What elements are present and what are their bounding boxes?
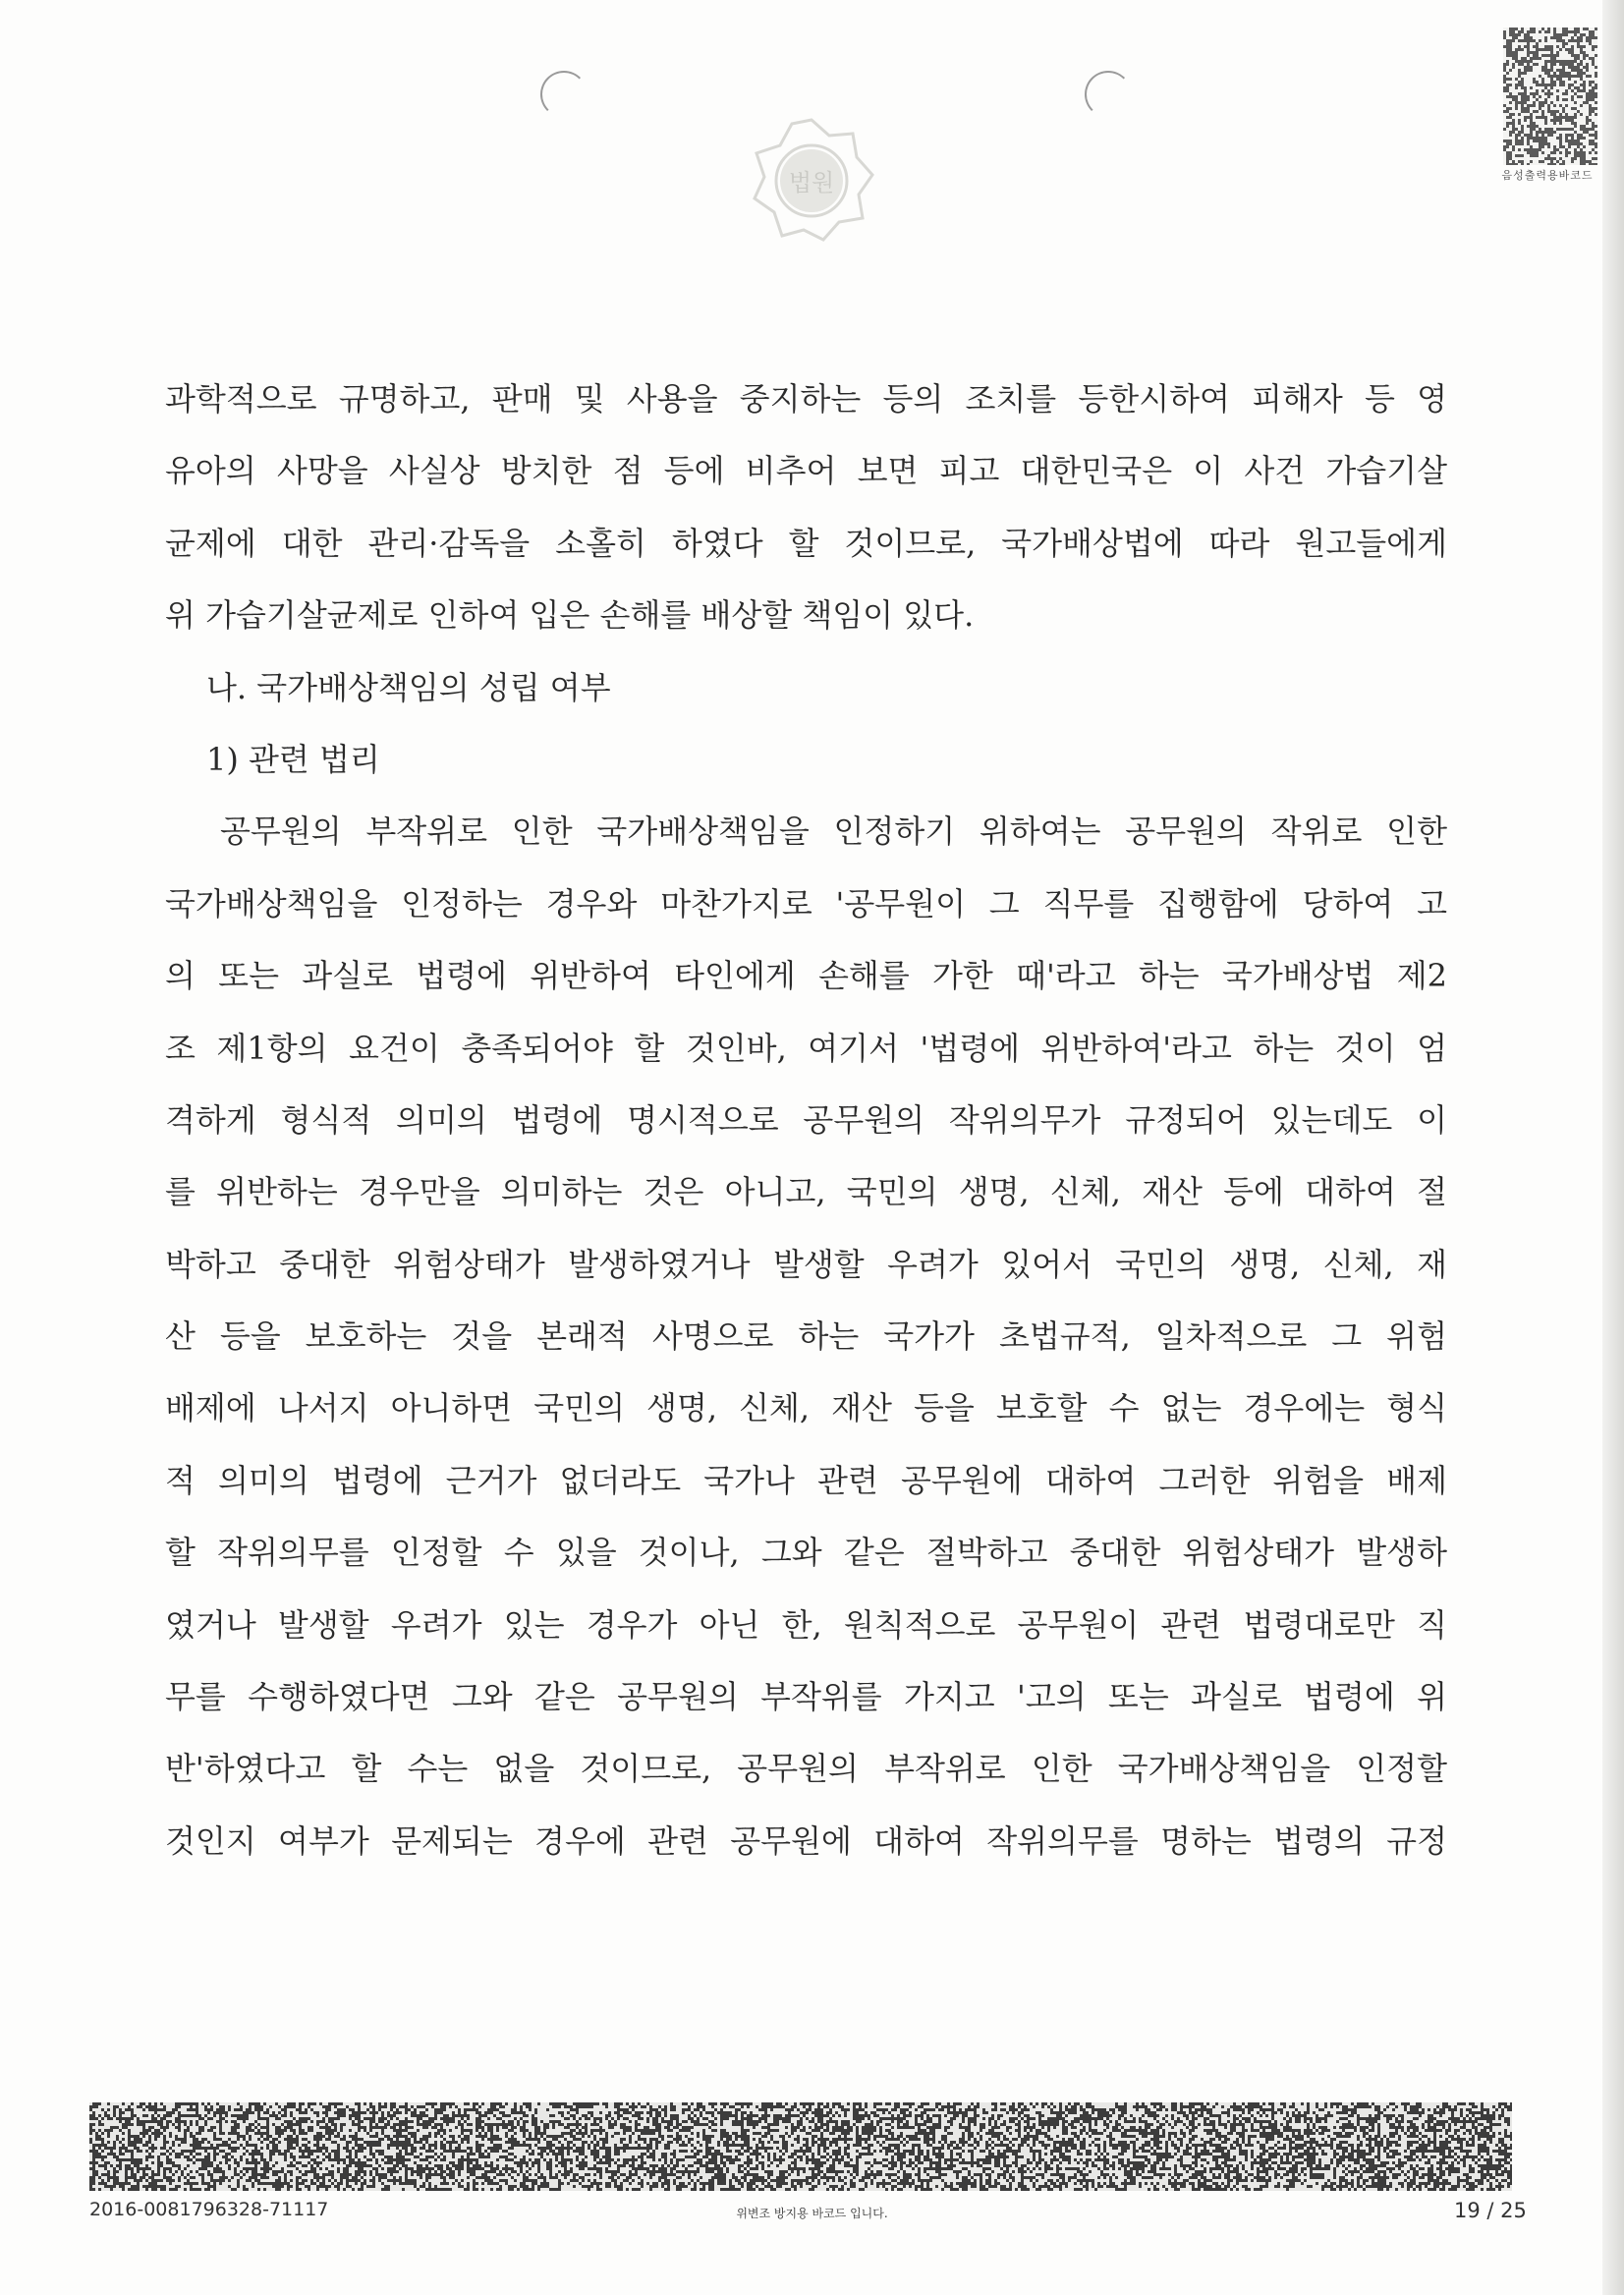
qr-caption: 음성출력용바코드 <box>1501 169 1594 182</box>
text-line: 공무원의 부작위로 인한 국가배상책임을 인정하기 위하여는 공무원의 작위로 인한 <box>220 812 1447 851</box>
text-line: 였거나 발생할 우려가 있는 경우가 아닌 한, 원칙적으로 공무원이 관련 법령대로만 직 <box>165 1605 1447 1644</box>
text-line: 박하고 중대한 위험상태가 발생하였거나 발생할 우려가 있어서 국민의 생명, 신체, 재 <box>165 1245 1447 1283</box>
text-line: 것인지 여부가 문제되는 경우에 관련 공무원에 대하여 작위의무를 명하는 법령의 규정 <box>165 1821 1447 1860</box>
text-line: 유아의 사망을 사실상 방치한 점 등에 비추어 보면 피고 대한민국은 이 사건 가습기살 <box>165 452 1447 490</box>
text-line: 과학적으로 규명하고, 판매 및 사용을 중지하는 등의 조치를 등한시하여 피해자 등 영 <box>165 380 1447 418</box>
anti-forgery-barcode <box>89 2102 1512 2191</box>
text-line: 조 제1항의 요건이 충족되어야 할 것인바, 여기서 '법령에 위반하여'라고 하는 것이 엄 <box>165 1029 1447 1067</box>
document-body <box>165 364 1447 1877</box>
text-line: 산 등을 보호하는 것을 본래적 사명으로 하는 국가가 초법규적, 일차적으로 그 위험 <box>165 1317 1447 1356</box>
section-heading: 나. 국가배상책임의 성립 여부 <box>206 668 611 706</box>
punch-hole-left <box>540 71 588 118</box>
text-line: 격하게 형식적 의미의 법령에 명시적으로 공무원의 작위의무가 규정되어 있는데도 이 <box>165 1100 1447 1139</box>
text-line: 균제에 대한 관리·감독을 소홀히 하였다 할 것이므로, 국가배상법에 따라 원고들에게 <box>165 524 1447 562</box>
text-line: 무를 수행하였다면 그와 같은 공무원의 부작위를 가지고 '고의 또는 과실로 법령에 위 <box>165 1678 1447 1716</box>
seal-text: 법원 <box>788 169 835 196</box>
punch-hole-right <box>1085 71 1132 118</box>
text-line: 배제에 나서지 아니하면 국민의 생명, 신체, 재산 등을 보호할 수 없는 경우에는 형식 <box>165 1389 1447 1427</box>
text-line: 위 가습기살균제로 인하여 입은 손해를 배상할 책임이 있다. <box>165 596 975 635</box>
document-number: 2016-0081796328-71117 <box>89 2199 329 2220</box>
page-edge-shadow <box>1602 0 1624 2295</box>
text-line: 를 위반하는 경우만을 의미하는 것은 아니고, 국민의 생명, 신체, 재산 등에 대하여 절 <box>165 1173 1447 1211</box>
barcode-notice: 위변조 방지용 바코드 입니다. <box>736 2207 888 2220</box>
page-number: 19 / 25 <box>1454 2199 1527 2222</box>
subsection-heading: 1) 관련 법리 <box>206 740 380 778</box>
text-line: 적 의미의 법령에 근거가 없더라도 국가나 관련 공무원에 대하여 그러한 위험을 배제 <box>165 1461 1447 1499</box>
text-line: 할 작위의무를 인정할 수 있을 것이나, 그와 같은 절박하고 중대한 위험상태가 발생하 <box>165 1534 1447 1572</box>
text-line: 의 또는 과실로 법령에 위반하여 타인에게 손해를 가한 때'라고 하는 국가배상법 제2 <box>165 957 1447 995</box>
text-line: 반'하였다고 할 수는 없을 것이므로, 공무원의 부작위로 인한 국가배상책임을 인정할 <box>165 1750 1447 1788</box>
court-seal-watermark <box>745 114 878 248</box>
text-line: 국가배상책임을 인정하는 경우와 마찬가지로 '공무원이 그 직무를 집행함에 당하여 고 <box>165 884 1447 923</box>
qr-code <box>1503 28 1597 165</box>
